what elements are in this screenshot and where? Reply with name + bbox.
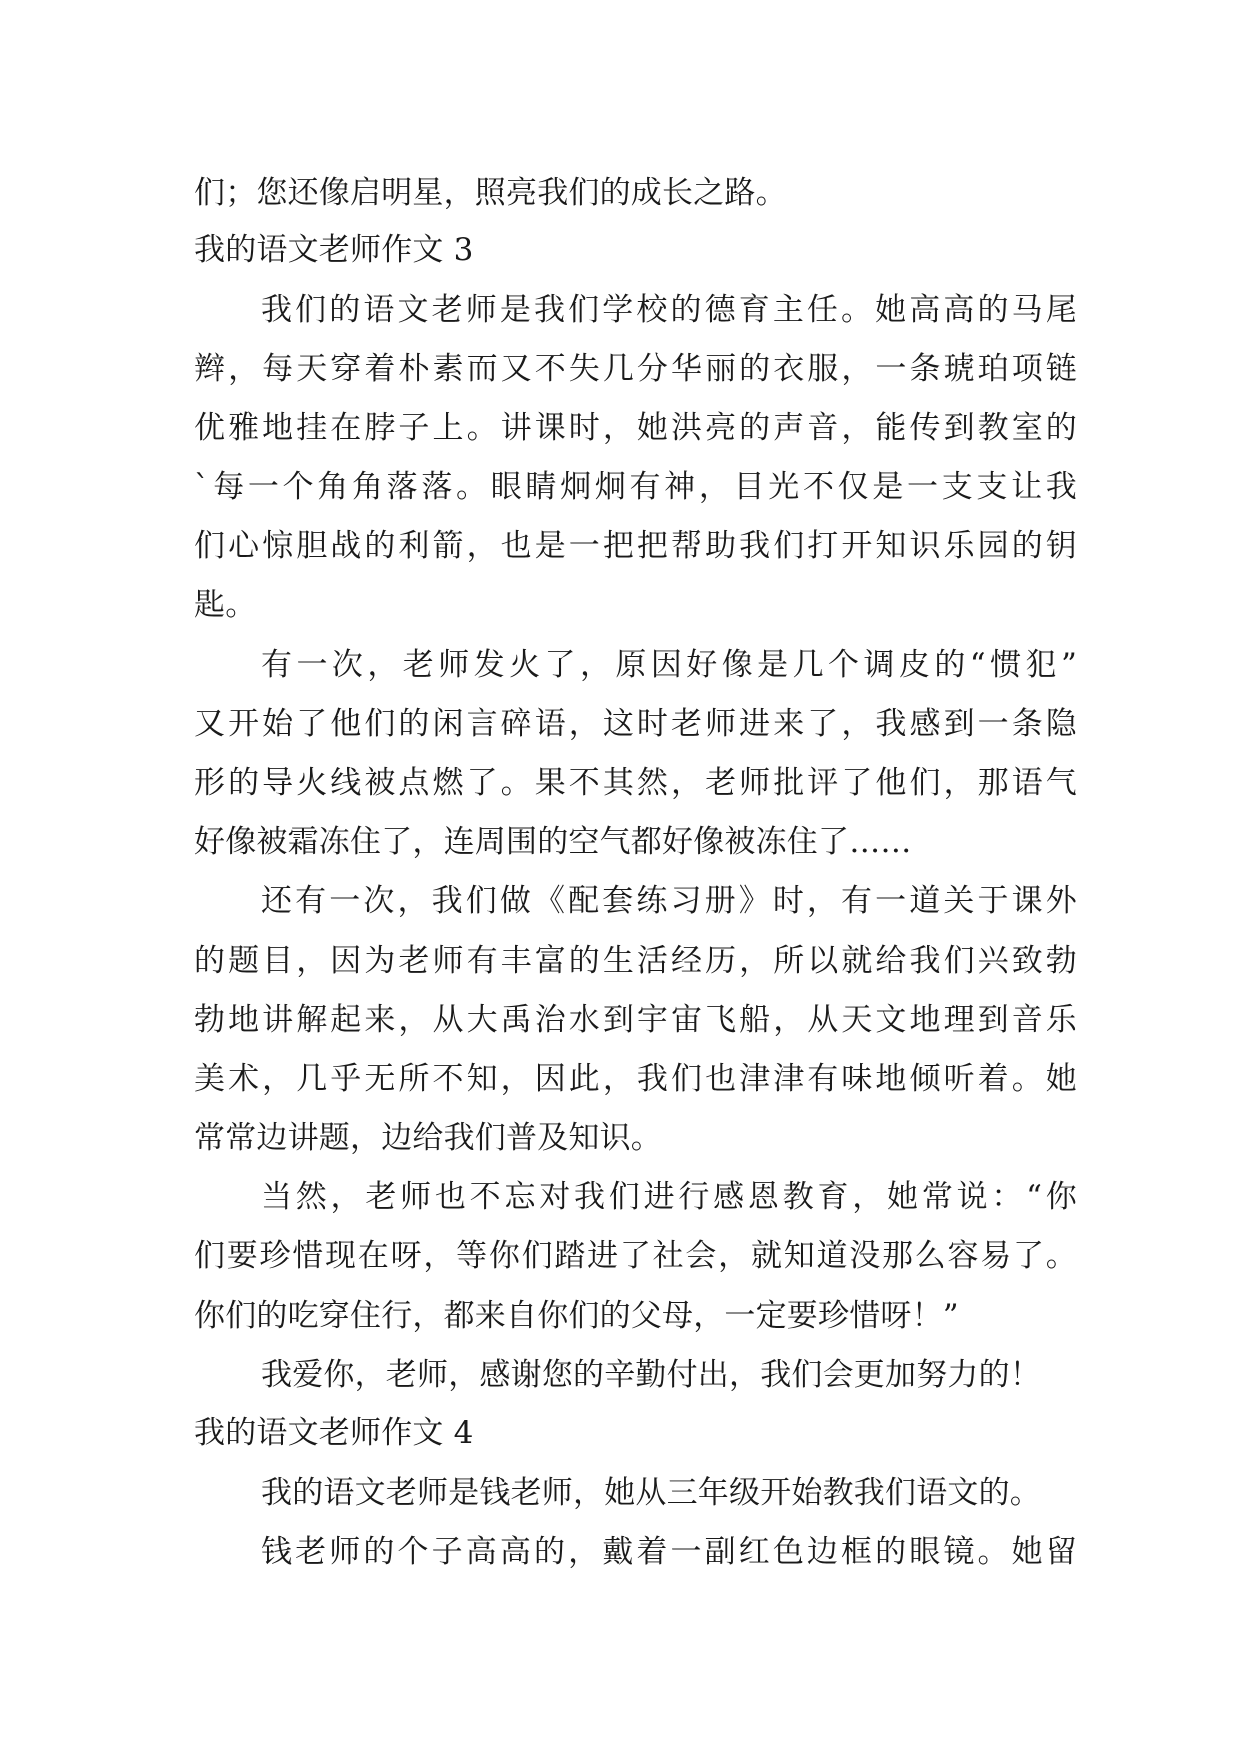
text-line: 匙。 [194, 587, 257, 623]
text-line: 钱老师的个子高高的，戴着一副红色边框的眼镜。她留 [261, 1534, 1077, 1570]
text-line: 美术，几乎无所不知，因此，我们也津津有味地倾听着。她 [194, 1061, 1077, 1097]
text-line: 们要珍惜现在呀，等你们踏进了社会，就知道没那么容易了。 [194, 1238, 1077, 1274]
text-line: 你们的吃穿住行，都来自你们的父母，一定要珍惜呀！” [194, 1298, 959, 1334]
text-line: 的题目，因为老师有丰富的生活经历，所以就给我们兴致勃 [194, 943, 1077, 979]
text-line: 辫，每天穿着朴素而又不失几分华丽的衣服，一条琥珀项链 [194, 351, 1077, 387]
text-line: 当然，老师也不忘对我们进行感恩教育，她常说：“你 [261, 1179, 1077, 1215]
section-heading: 我的语文老师作文 4 [194, 1415, 474, 1451]
text-line: 我的语文老师是钱老师，她从三年级开始教我们语文的。 [261, 1475, 1041, 1511]
text-line: 勃地讲解起来，从大禹治水到宇宙飞船，从天文地理到音乐 [194, 1002, 1077, 1038]
text-line: 还有一次，我们做《配套练习册》时，有一道关于课外 [261, 883, 1077, 919]
text-line: 好像被霜冻住了，连周围的空气都好像被冻住了…… [194, 824, 912, 860]
text-line: 又开始了他们的闲言碎语，这时老师进来了，我感到一条隐 [194, 706, 1077, 742]
text-line: 常常边讲题，边给我们普及知识。 [194, 1120, 662, 1156]
text-line: 们；您还像启明星，照亮我们的成长之路。 [194, 175, 787, 211]
text-line: 我们的语文老师是我们学校的德育主任。她高高的马尾 [261, 292, 1077, 328]
text-line: `每一个角角落落。眼睛炯炯有神，目光不仅是一支支让我 [194, 469, 1077, 505]
text-line: 有一次，老师发火了，原因好像是几个调皮的“惯犯” [261, 647, 1077, 683]
text-line: 我爱你，老师，感谢您的辛勤付出，我们会更加努力的！ [261, 1357, 1041, 1393]
text-line: 们心惊胆战的利箭，也是一把把帮助我们打开知识乐园的钥 [194, 528, 1077, 564]
section-heading: 我的语文老师作文 3 [194, 232, 474, 268]
text-line: 形的导火线被点燃了。果不其然，老师批评了他们，那语气 [194, 765, 1077, 801]
text-line: 优雅地挂在脖子上。讲课时，她洪亮的声音，能传到教室的 [194, 410, 1077, 446]
